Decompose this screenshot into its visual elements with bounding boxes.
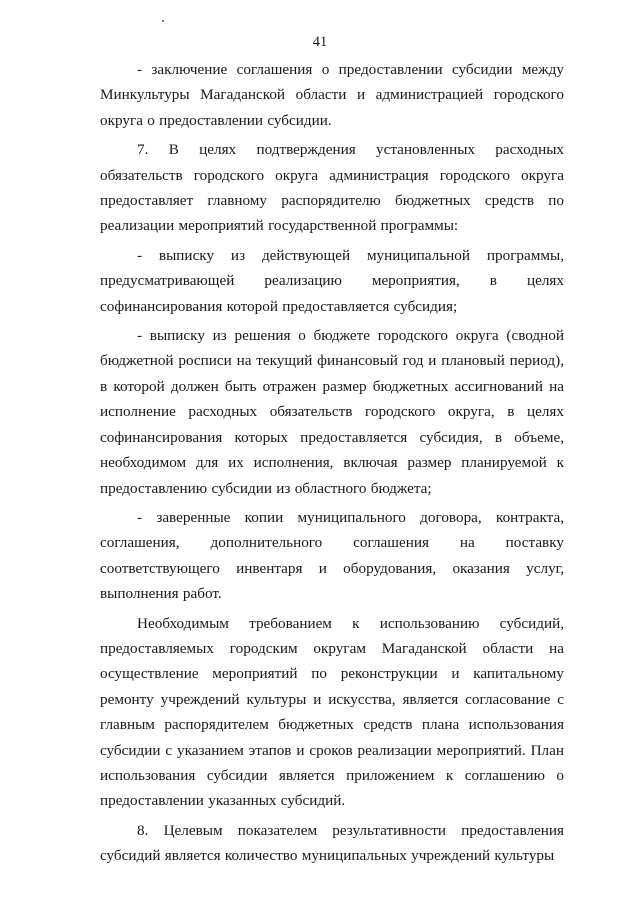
paragraph-requirement: Необходимым требованием к использованию субсидий, предоставляемых городским округам Магаданской области на осуществление мероприятий по реконструкции и капитальному ремонту учреждений культуры и искусства, является согласование с главным распорядителем бюджетных средств плана использования субсидии с указанием этапов и сроков реализации мероприятий. План использования субсидии является приложением к соглашению о предоставлении указанных субсидий. [100, 614, 564, 810]
list-item-certified-copies: - заверенные копии муниципального договора, контракта, соглашения, дополнительного соглашения на поставку соответствующего инвентаря и оборудования, оказания услуг, выполнения работ. [100, 508, 564, 603]
paragraph-item-8: 8. Целевым показателем результативности предоставления субсидий является количество муниципальных учреждений культуры [100, 821, 564, 865]
document-body [100, 57, 564, 869]
list-item-program-extract: - выписку из действующей муниципальной программы, предусматривающей реализацию мероприятия, в целях софинансирования которой предоставляется субсидия; [100, 246, 564, 315]
page-number: 41 [312, 34, 328, 50]
list-item-budget-extract: - выписку из решения о бюджете городского округа (сводной бюджетной росписи на текущий финансовый год и плановый период), в которой должен быть отражен размер бюджетных ассигнований на исполнение расходных обязательств городского округа, в целях софинансирования которых предоставляется субсидия, в объеме, необходимом для их исполнения, включая размер планируемой к предоставлению субсидии из областного бюджета; [100, 327, 564, 497]
paragraph-item-7: 7. В целях подтверждения установленных расходных обязательств городского округа администрация городского округа предоставляет главному распорядителю бюджетных средств по реализации мероприятий государственной программы: [100, 141, 564, 235]
paragraph-agreement-conclusion: - заключение соглашения о предоставлении субсидии между Минкультуры Магаданской области и администрацией городского округа о предоставлении субсидии. [100, 61, 564, 129]
scan-artifact-dot [162, 20, 164, 22]
